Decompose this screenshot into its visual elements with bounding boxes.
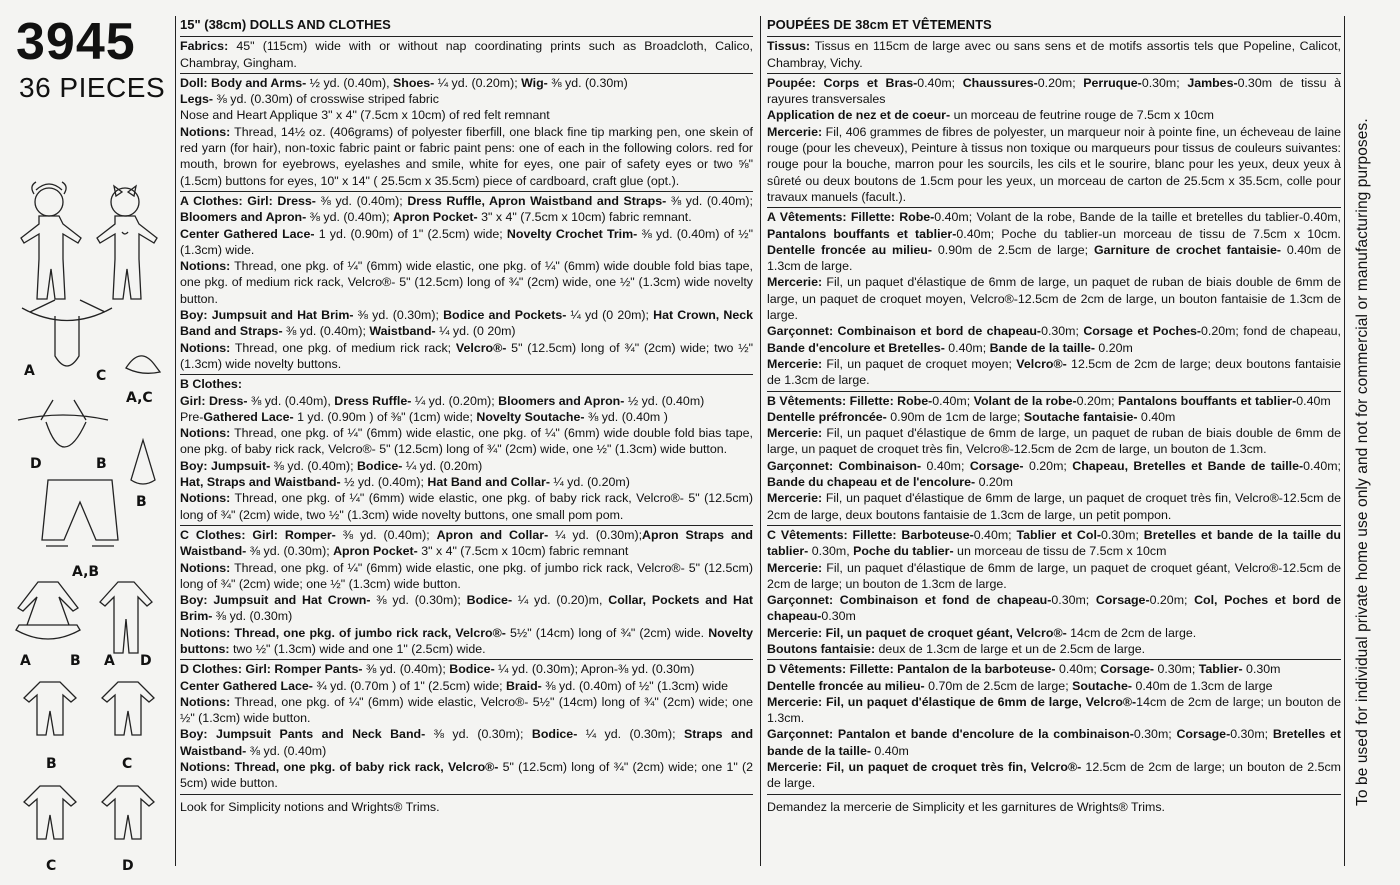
item-label: C Clothes: [180,527,246,542]
item-label: Bande du chapeau et de l'encolure- [767,475,976,490]
item-label: Bodice- [449,662,495,677]
section-line: Nose and Heart Applique 3" x 4" (7.5cm x 10cm) of red felt remnant [180,108,550,123]
item-label: Notions: [180,491,231,506]
section-line: Mercerie: Fil, un paquet de croquet moyen; Velcro®- 12.5cm de 2cm de large; deux boutons fantaisie de 1.3cm de large. [767,356,1341,388]
item-label: Volant de la robe- [973,393,1077,408]
item-label: Romper Pants- [274,662,363,677]
item-label: Body and Arms- [210,75,307,90]
item-label: Fil, un paquet de croquet géant, Velcro®- [825,625,1067,640]
item-label: Mercerie: [767,491,823,506]
item-label: Waistband- [369,324,436,339]
item-label: Garçonnet: [767,727,834,742]
illustration-label: C [96,368,107,384]
item-label: Notions: [180,760,231,775]
hat-b-drawing [128,438,158,488]
item-label: Jumpsuit Pants and Neck Band- [215,727,426,742]
romper-c-drawing [22,782,78,844]
item-label: Mercerie: [767,694,823,709]
item-label: Dress- [277,193,316,208]
item-label: Dentelle froncée au milieu- [767,678,925,693]
section-line: Center Gathered Lace- 1 yd. (0.90m) of 1" (2.5cm) wide; Novelty Crochet Trim- ⅜ yd. (0.40m) of ½" (1.3cm) wide. [180,226,753,257]
item-label: Mercerie: [767,760,823,775]
section-line: Mercerie: Fil, 406 grammes de fibres de polyester, un marqueur noir à pointe fine, un écheveau de laine rouge (pour les cheveux), Peinture à tissus non toxique ou marqueurs pour tissus de couleurs suivantes: rouge pour la bouche, marron pour les sourcils, les cils et le sourire, blanc pour les yeux, deux yeux à sûreté ou deux boutons de 1.5cm pour les yeux, un morceau de carton de 25.5cm x 35.5cm, colle pour travaux manuels (facult.). [767,124,1341,204]
fabrics-text: 45" (115cm) wide with or without nap coordinating prints such as Broadcloth, Calico, Chambray, Gingham. [180,39,753,70]
section-line: Notions: Thread, one pkg. of baby rick rack, Velcro®- 5" (12.5cm) long of ¾" (2cm) wide; one 1" (2 5cm) wide button. [180,760,753,791]
section-line: Dentelle préfroncée- 0.90m de 1cm de large; Soutache fantaisie- 0.40m [767,409,1176,424]
english-column [180,16,753,817]
item-label: Novelty Crochet Trim- [506,226,638,241]
item-label: Robe- [897,393,933,408]
item-label: Thread, one pkg. of baby rick rack, Velcro®- [234,760,499,775]
french-d-clothes-section [767,660,1341,794]
item-label: Gathered Lace- [203,409,294,424]
illustration-label: A [24,363,35,379]
item-label: B Clothes: [180,377,242,392]
french-column [767,16,1341,817]
item-label: Garçonnet: [767,324,834,339]
item-label: A Vêtements: [767,210,847,225]
item-label: A Clothes: [180,193,243,208]
column-divider [1344,16,1345,866]
section-line: Notions: Thread, one pkg. of jumbo rick rack, Velcro®- 5½" (14cm) long of ¾" (2cm) wide. Novelty buttons: two ½" (1.3cm) wide and one 1" (2.5cm) wide. [180,625,753,656]
item-label: Dress Ruffle, Apron Waistband and Straps- [407,193,667,208]
french-title: POUPÉES DE 38cm ET VÊTEMENTS [767,16,1341,37]
section-line: Boy: Jumpsuit and Hat Crown- ⅜ yd. (0.30m); Bodice- ¼ yd. (0.20)m, Collar, Pockets and Hat Brim- ⅜ yd. (0.30m) [180,593,754,624]
item-label: Combinaison et fond de chapeau- [839,593,1052,608]
jumpsuit-b-drawing [96,578,156,658]
english-doll-section [180,74,753,192]
item-label: Jambes- [1187,75,1238,90]
section-line: Doll: Body and Arms- ½ yd. (0.40m), Shoes- ¼ yd. (0.20m); Wig- ⅜ yd. (0.30m) [180,75,628,90]
english-fabrics [180,37,753,74]
item-label: Braid- [505,678,542,693]
item-label: Fillette: [850,210,895,225]
item-label: Bodice- [356,458,403,473]
item-label: Velcro®- [455,340,507,355]
item-label: Corsage- [969,458,1024,473]
item-label: Jumpsuit and Hat Crown- [213,593,371,608]
section-line: Application de nez et de coeur- un morceau de feutrine rouge de 7.5cm x 10cm [767,108,1214,123]
section-line: A Clothes: Girl: Dress- ⅜ yd. (0.40m); Dress Ruffle, Apron Waistband and Straps- ⅜ yd. (0.40m); Bloomers and Apron- ⅜ yd. (0.40m); Apron Pocket- 3" x 4" (7.5cm x 10cm) fabric remnant. [180,193,754,225]
section-line: Mercerie: Fil, un paquet de croquet géant, Velcro®- 14cm de 2cm de large. [767,625,1197,640]
item-label: Corsage- [1176,727,1231,742]
item-label: Combinaison et bord de chapeau- [837,324,1042,339]
section-line: Mercerie: Fil, un paquet d'élastique de 6mm de large, un paquet de croquet très fin, Velcro®-12.5cm de 2cm de large, deux boutons fantaisie de 1.3cm de large, un petit pompon. [767,491,1341,522]
tissus-text: Tissus en 115cm de large avec ou sans sens et de motifs assortis tels que Popeline, Calicot, Chambray, Vichy. [767,39,1341,70]
item-label: Col, Poches et bord de chapeau- [767,593,1342,624]
item-label: Legs- [180,92,214,107]
item-label: Corsage- [1095,593,1150,608]
english-footer-text: Look for Simplicity notions and Wrights® Trims. [180,799,440,814]
item-label: Mercerie: [767,625,823,640]
item-label: Corsage- [1100,662,1154,677]
item-label: Notions: [180,426,231,441]
item-label: Fillette: [852,527,897,542]
item-label: Shoes- [393,75,435,90]
item-label: Corsage et Poches- [1083,324,1201,339]
illustration-label: B [46,756,57,772]
item-label: Girl: [247,193,273,208]
illustration-label: C [46,858,57,874]
item-label: Apron Straps and Waistband- [180,527,753,559]
section-line: B Vêtements: Fillette: Robe-0.40m; Volant de la robe-0.20m; Pantalons bouffants et tablier-0.40m [767,393,1331,408]
item-label: Notions: [180,560,231,575]
section-line: Dentelle froncée au milieu- 0.70m de 2.5cm de large; Soutache- 0.40m de 1.3cm de large [767,678,1273,693]
illustration-label: B [70,653,81,669]
illustration-label: A,C [126,390,153,406]
section-line: Notions: Thread, one pkg. of ¼" (6mm) wide elastic, one pkg. of ¼" (6mm) wide double fold bias tape, one pkg. of baby rick rack, Velcro®- 5" (12.5cm) long of ¾" (2cm) wide, one ½" (1.3cm) wide button. [180,426,753,457]
item-label: Perruque- [1083,75,1142,90]
item-label: Soutache fantaisie- [1023,409,1138,424]
item-label: Velcro®- [1016,356,1067,371]
item-label: Combinaison- [838,458,922,473]
tissus-label: Tissus: [767,39,811,54]
item-label: Bretelles et bande de la taille du tablier- [767,527,1341,559]
section-line: Mercerie: Fil, un paquet d'élastique de 6mm de large, un paquet de ruban de biais double de 6mm de large, un paquet de croquet très fin, Velcro®-12.5cm de 2cm de large, un bouton de 1.3cm. [767,426,1341,457]
dress-a-drawing [12,578,84,650]
jumpsuit-c2-drawing [100,678,156,740]
doll-back-drawing [90,180,160,305]
item-label: Mercerie: [767,560,823,575]
english-b-clothes-section [180,375,753,526]
illustration-label: D [30,456,42,472]
item-label: Hat Band and Collar- [427,475,550,490]
item-label: Corps et Bras- [823,75,918,90]
english-footer [180,795,753,817]
item-label: Soutache- [1072,678,1132,693]
item-label: Apron Pocket- [333,544,418,559]
item-label: Garniture de crochet fantaisie- [1093,242,1281,257]
item-label: Fillette: [849,393,894,408]
french-doll-section [767,74,1341,208]
item-label: Apron Pocket- [392,210,478,225]
illustration-label: A,B [72,564,100,580]
french-c-clothes-section [767,526,1341,660]
item-label: Jumpsuit and Hat Brim- [211,308,354,323]
item-label: Notions: [180,694,231,709]
french-footer-text: Demandez la mercerie de Simplicity et les garnitures de Wrights® Trims. [767,799,1165,814]
item-label: Straps and Waistband- [180,727,754,758]
section-line: Mercerie: Fil, un paquet de croquet très fin, Velcro®- 12.5cm de 2cm de large; un bouton de 2.5cm de large. [767,760,1341,791]
section-line: Mercerie: Fil, un paquet d'élastique de 6mm de large, un paquet de ruban de biais double de 6mm de large, un paquet de croquet moyen, Velcro®-12.5cm de 2cm de large, un bouton fantaisie de 1.3cm de large. [767,275,1341,323]
item-label: Notions: [180,259,231,274]
english-title: 15" (38cm) DOLLS AND CLOTHES [180,16,753,37]
item-label: Mercerie: [767,426,823,441]
item-label: Mercerie: [767,356,823,371]
section-line: Notions: Thread, one pkg. of medium rick rack; Velcro®- 5" (12.5cm) long of ¾" (2cm) wide; two ½" (1.3cm) wide novelty buttons. [180,340,753,371]
item-label: Girl: [245,662,271,677]
section-line: Legs- ⅜ yd. (0.30m) of crosswise striped fabric [180,92,439,107]
illustrations [8,170,168,880]
item-label: Notions: [180,340,231,355]
illustration-label: D [122,858,134,874]
item-label: Tablier- [1198,662,1243,677]
item-label: Poche du tablier- [853,544,954,559]
column-divider [175,16,176,866]
section-line: Garçonnet: Combinaison et bord de chapeau-0.30m; Corsage et Poches-0.20m; fond de chapeau, Bande d'encolure et Bretelles- 0.40m; Bande de la taille- 0.20m [767,324,1342,355]
english-d-clothes-section [180,660,753,794]
item-label: D Vêtements: [767,662,847,677]
section-line: A Vêtements: Fillette: Robe-0.40m; Volant de la robe, Bande de la taille et bretelles du tablier-0.40m, Pantalons bouffants et tablier-0.40m; Poche du tablier-un morceau de tissu de 7.5cm x 10cm. Dentelle froncée au milieu- 0.90m de 2.5cm de large; Garniture de crochet fantaisie- 0.40m de 1.3cm de large. [767,210,1341,274]
jumpsuit-c1-drawing [22,678,78,740]
section-line: Garçonnet: Combinaison- 0.40m; Corsage- 0.20m; Chapeau, Bretelles et Bande de taille-0.40m; Bande du chapeau et de l'encolure- 0.20m [767,458,1342,490]
section-line: Boy: Jumpsuit Pants and Neck Band- ⅜ yd. (0.30m); Bodice- ¼ yd. (0.30m); Straps and Waistband- ⅜ yd. (0.40m) [180,727,754,758]
item-label: Dentelle froncée au milieu- [767,242,932,257]
english-c-clothes-section [180,526,753,660]
section-line: Boy: Jumpsuit- ⅜ yd. (0.40m); Bodice- ¼ yd. (0.20m) [180,458,483,473]
illustration-label: B [136,494,147,510]
item-label: Jumpsuit- [211,458,271,473]
item-label: Boutons fantaisie: [767,641,876,656]
item-label: Pantalons bouffants et tablier- [1117,393,1297,408]
column-divider [760,16,761,866]
item-label: Bodice- [466,593,513,608]
item-label: Notions: [180,625,231,640]
item-label: Doll: [180,75,208,90]
section-line: Garçonnet: Pantalon et bande d'encolure de la combinaison-0.30m; Corsage-0.30m; Bretelles et bande de la taille- 0.40m [767,727,1341,758]
item-label: Dress- [208,393,248,408]
item-label: Application de nez et de coeur- [767,108,951,123]
section-line: Center Gathered Lace- ¾ yd. (0.70m ) of 1" (2.5cm) wide; Braid- ⅜ yd. (0.40m) of ½" (1.3cm) wide [180,678,728,693]
item-label: Fil, un paquet d'élastique de 6mm de large, Velcro®- [825,694,1137,709]
item-label: Hat Crown, Neck Band and Straps- [180,308,753,339]
item-label: Garçonnet: [767,593,834,608]
section-line: Notions: Thread, one pkg. of ¼" (6mm) wide elastic, one pkg. of baby rick rack, Velcro®- 5" (12.5cm) long of ¾" (2cm) wide, two ½" (1.3cm) wide novelty buttons, one small pom pom. [180,491,753,522]
section-line: Pre-Gathered Lace- 1 yd. (0.90m ) of ⅜" (1cm) wide; Novelty Soutache- ⅜ yd. (0.40m ) [180,409,668,424]
item-label: Dress Ruffle- [334,393,412,408]
item-label: Bodice and Pockets- [443,308,567,323]
pattern-number: 3945 [16,13,136,71]
section-line: Notions: Thread, one pkg. of ¼" (6mm) wide elastic, one pkg. of jumbo rick rack, Velcro®- 5" (12.5cm) long of ¾" (2cm) wide; one ½" (1.3cm) wide button. [180,560,753,591]
item-label: Fillette: [849,662,894,677]
item-label: Bloomers and Apron- [180,210,307,225]
hat-c-drawing [120,348,162,378]
french-fabrics [767,37,1341,74]
item-label: Bande d'encolure et Bretelles- [767,340,945,355]
item-label: Wig- [521,75,548,90]
section-line: Boutons fantaisie: deux de 1.3cm de large et un de 2.5cm de large. [767,641,1146,656]
section-line: Hat, Straps and Waistband- ½ yd. (0.40m); Hat Band and Collar- ¼ yd. (0.20m) [180,475,630,490]
item-label: Poupée: [767,75,816,90]
item-label: Boy: [180,727,208,742]
item-label: Notions: [180,124,231,139]
item-label: Chaussures- [962,75,1038,90]
item-label: Dentelle préfroncée- [767,409,887,424]
item-label: Center Gathered Lace- [180,226,315,241]
item-label: Bodice- [531,727,578,742]
section-line: Poupée: Corps et Bras-0.40m; Chaussures-0.20m; Perruque-0.30m; Jambes-0.30m de tissu à rayures transversales [767,75,1342,107]
item-label: Boy: [180,593,208,608]
doll-front-drawing [14,180,84,305]
item-label: Collar, Pockets and Hat Brim- [180,593,754,624]
section-line: Boy: Jumpsuit and Hat Brim- ⅜ yd. (0.30m); Bodice and Pockets- ¼ yd (0 20m); Hat Crown, Neck Band and Straps- ⅜ yd. (0.40m); Waistband- ¼ yd. (0 20m) [180,308,753,339]
item-label: Bretelles et bande de la taille- [767,727,1341,758]
section-line: Girl: Dress- ⅜ yd. (0.40m), Dress Ruffle- ¼ yd. (0.20m); Bloomers and Apron- ½ yd. (0.40m) [180,393,705,408]
illustration-label: A [20,653,31,669]
section-line: Notions: Thread, one pkg. of ¼" (6mm) wide elastic, Velcro®- 5½" (14cm) long of ¾" (2cm) wide; one ½" (1.3cm) wide button. [180,694,753,726]
item-label: Mercerie: [767,124,823,139]
item-label: Tablier et Col- [1016,527,1102,542]
item-label: Center Gathered Lace- [180,678,313,693]
item-label: Chapeau, Bretelles et Bande de taille- [1072,458,1304,473]
item-label: Robe- [899,210,935,225]
section-line: Garçonnet: Combinaison et fond de chapeau-0.30m; Corsage-0.20m; Col, Poches et bord de chapeau-0.30m [767,593,1342,624]
section-line: Notions: Thread, 14½ oz. (406grams) of polyester fiberfill, one black fine tip marking pen, one skein of red yarn (for hair), non-toxic fabric paint or fabric paint pens: one of each in the following colors. red for mouth, brown for eyebrows, eyelashes and smile, white for eyes, one pair of safety eyes or two ⅝" (1.5cm) buttons for eyes, 10" x 14" ( 25.5cm x 35.5cm) piece of cardboard, craft glue (opt.). [180,124,753,188]
section-line: Mercerie: Fil, un paquet d'élastique de 6mm de large, un paquet de croquet géant, Velcro®-12.5cm de 2cm de large; un bouton de 1.3cm de large. [767,560,1341,591]
item-label: Mercerie: [767,275,823,290]
illustration-label: C [122,756,133,772]
section-line: C Clothes: Girl: Romper- ⅜ yd. (0.40m); Apron and Collar- ¼ yd. (0.30m);Apron Straps and Waistband- ⅜ yd. (0.30m); Apron Pocket- 3" x 4" (7.5cm x 10cm) fabric remnant [180,527,753,559]
item-label: Girl: [180,393,206,408]
item-label: Garçonnet: [767,458,834,473]
section-line [180,376,753,392]
illustration-label: A [104,653,115,669]
section-line: Notions: Thread, one pkg. of ¼" (6mm) wide elastic, one pkg. of ¼" (6mm) wide double fold bias tape, one pkg. of medium rick rack, Velcro®- 5" (12.5cm) long of ¾" (2cm) wide, one ½" (1.3cm) wide novelty button. [180,259,753,306]
english-a-clothes-section [180,192,753,375]
item-label: Pantalons bouffants et tablier- [767,226,957,241]
illustration-label: B [96,456,107,472]
item-label: Barboteuse- [901,527,974,542]
item-label: Apron and Collar- [436,527,549,542]
item-label: Thread, one pkg. of jumbo rick rack, Velcro®- [234,625,506,640]
french-footer [767,795,1341,817]
item-label: Pantalon et bande d'encolure de la combinaison- [837,727,1134,742]
section-line: D Vêtements: Fillette: Pantalon de la barboteuse- 0.40m; Corsage- 0.30m; Tablier- 0.30m [767,662,1281,677]
item-label: Bloomers and Apron- [498,393,625,408]
item-label: Girl: [252,527,278,542]
bloomers-b-drawing [40,476,120,556]
illustration-label: D [140,653,152,669]
item-label: Fil, un paquet de croquet très fin, Velcro®- [826,760,1082,775]
french-b-clothes-section [767,392,1341,526]
piece-count: 36 PIECES [19,72,166,103]
french-a-clothes-section [767,208,1341,391]
usage-notice-text: To be used for individual private home use only and not for commercial or manufacturing purposes. [1354,118,1371,806]
section-line: D Clothes: Girl: Romper Pants- ⅜ yd. (0.40m); Bodice- ¼ yd. (0.30m); Apron-⅜ yd. (0.30m) [180,662,695,677]
item-label: Boy: [180,458,208,473]
section-line: Mercerie: Fil, un paquet d'élastique de 6mm de large, Velcro®-14cm de 2cm de large; un bouton de 1.3cm. [767,694,1341,726]
item-label: Pantalon de la barboteuse- [897,662,1056,677]
item-label: Novelty buttons: [180,625,753,656]
item-label: Boy: [180,308,208,323]
item-label: B Vêtements: [767,393,847,408]
item-label: Hat, Straps and Waistband- [180,475,341,490]
item-label: Romper- [284,527,336,542]
item-label: C Vêtements: [767,527,848,542]
fabrics-label: Fabrics: [180,39,229,54]
romper-d-drawing [100,782,156,844]
item-label: D Clothes: [180,662,242,677]
section-line: C Vêtements: Fillette: Barboteuse-0.40m; Tablier et Col-0.30m; Bretelles et bande de la taille du tablier- 0.30m, Poche du tablier- un morceau de tissu de 7.5cm x 10cm [767,527,1341,559]
item-label: Novelty Soutache- [476,409,585,424]
item-label: Bande de la taille- [989,340,1095,355]
